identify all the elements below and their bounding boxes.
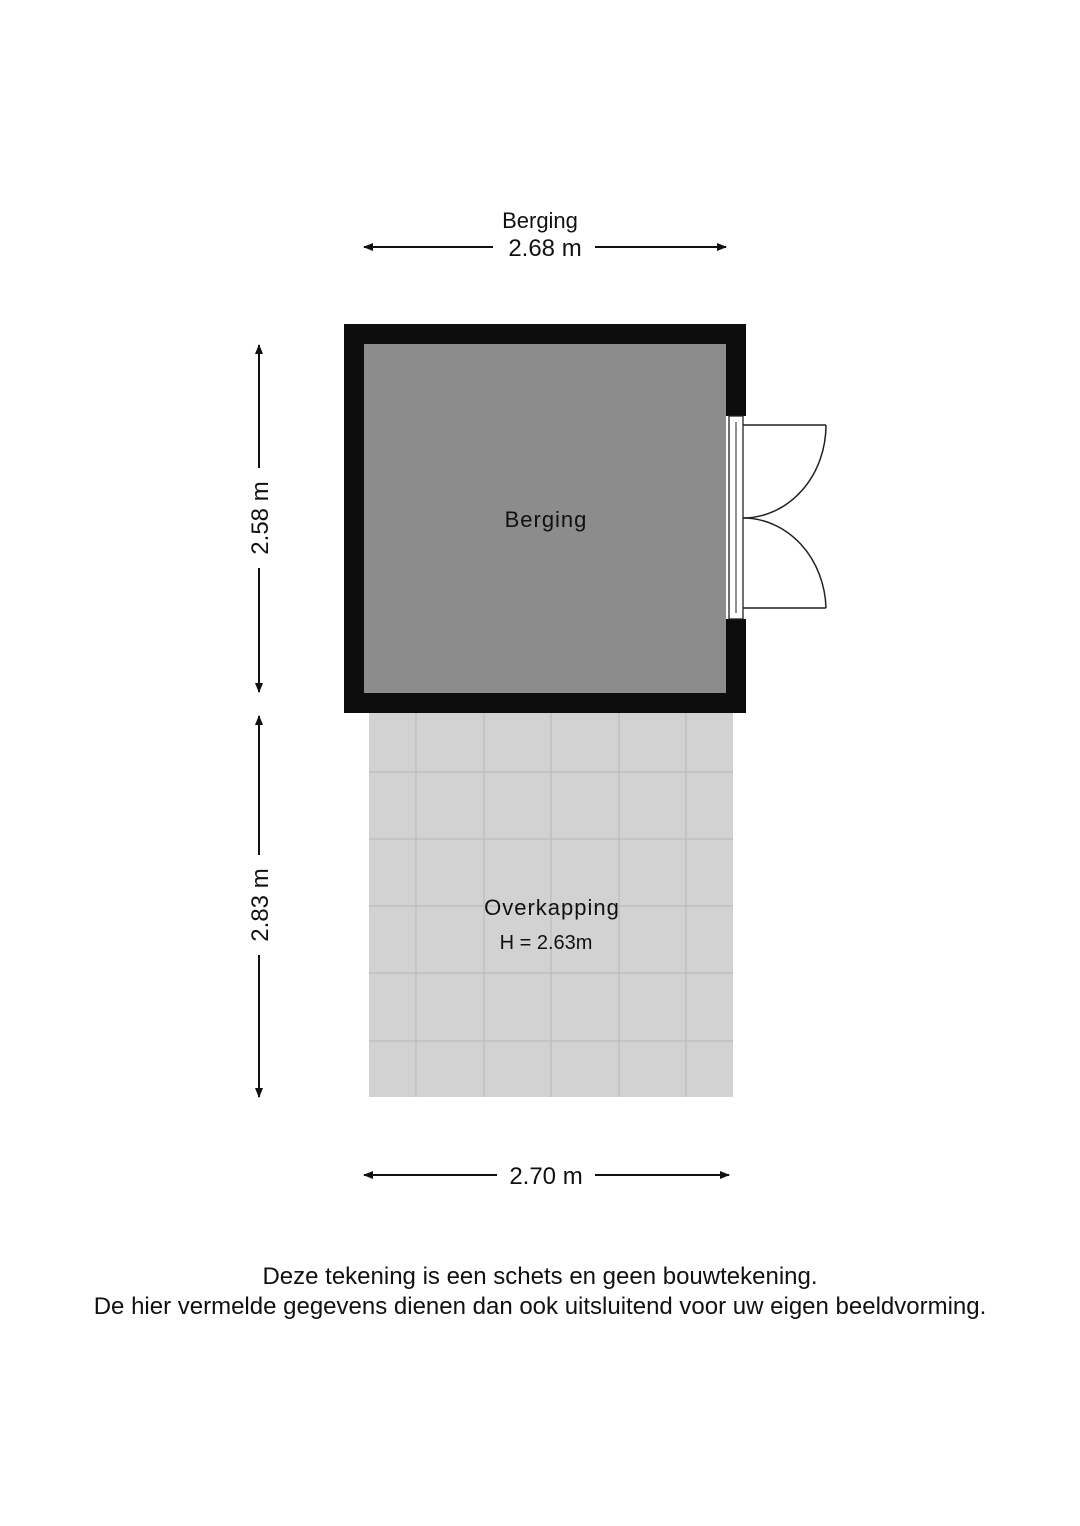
dim-bottom-label: 2.70 m	[509, 1163, 583, 1190]
dim-left-lower-label: 2.83 m	[247, 868, 274, 942]
dim-top-label: 2.68 m	[508, 235, 582, 262]
door-swing-upper-icon	[743, 425, 826, 518]
room-label-berging: Berging	[504, 507, 588, 532]
top-title: Berging	[502, 208, 578, 233]
disclaimer-line-2: De hier vermelde gegevens dienen dan ook uitsluitend voor uw eigen beeldvorming.	[93, 1293, 987, 1320]
overkapping-height-label: H = 2.63m	[499, 932, 593, 954]
double-door	[743, 425, 826, 608]
dimension-left-lower	[247, 716, 274, 1097]
dim-left-upper-label: 2.58 m	[247, 481, 274, 555]
disclaimer	[0, 1262, 1080, 1322]
door-swing-lower-icon	[743, 518, 826, 608]
dimension-bottom	[364, 1163, 729, 1190]
dimension-top	[364, 208, 726, 262]
disclaimer-line-1: Deze tekening is een schets en geen bouwtekening.	[262, 1263, 818, 1290]
dimension-left-upper	[247, 345, 274, 692]
room-label-overkapping: Overkapping	[484, 895, 620, 920]
